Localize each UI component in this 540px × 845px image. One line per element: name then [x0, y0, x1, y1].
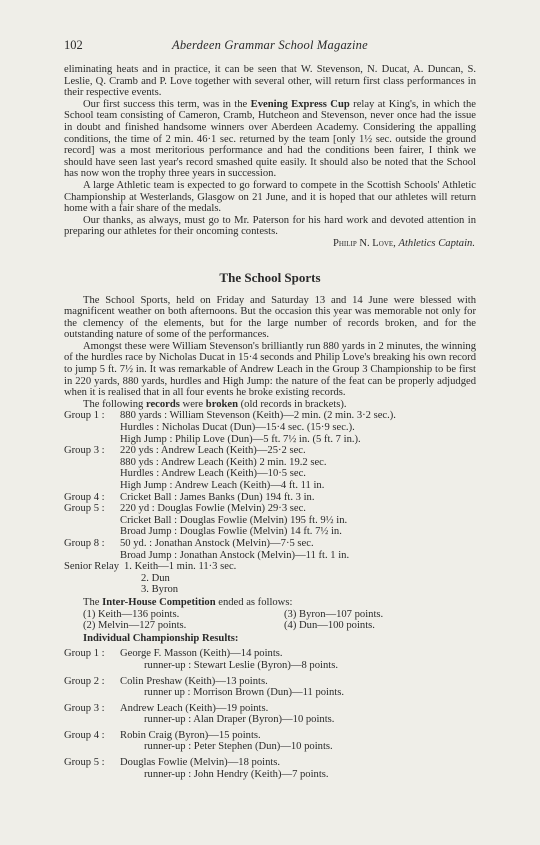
evening-express-cup: Evening Express Cup — [250, 98, 350, 110]
individual-winner: Andrew Leach (Keith)—19 points. — [120, 702, 269, 714]
relay-result: 3. Byron — [141, 584, 179, 596]
individual-runner-up: runner-up : John Hendry (Keith)—7 points. — [144, 768, 329, 780]
record-entry: Broad Jump : Douglas Fowlie (Melvin) 14 ft. 7½ in. — [120, 526, 342, 538]
individual-group-label: Group 5 : — [64, 757, 105, 769]
inter-house-heading: The Inter-House Competition ended as follows: — [83, 596, 293, 608]
record-entry: 220 yds : Andrew Leach (Keith)—25·2 sec. — [120, 445, 306, 457]
individual-group — [64, 676, 476, 699]
signature-name: Philip N. Love, — [332, 237, 396, 249]
individual-winner-row — [64, 703, 476, 715]
house-score: (1) Keith—136 points. — [83, 608, 180, 620]
record-entry: Hurdles : Nicholas Ducat (Dun)—15·4 sec. (15·9 sec.). — [120, 422, 355, 434]
record-group-label: Group 5 : — [64, 503, 105, 515]
individual-runner-up: runner-up : Alan Draper (Byron)—10 points. — [144, 714, 335, 726]
athletics-paragraph-2: Our first success this term, was in the Evening Express Cup relay at King's, in which the School team consisting of Cameron, Cramb, Hutcheon and Stevenson, never once had the issue in doubt and finished handsome winners over Aberdeen Academy. Considering the appalling conditions, the time of 2 min. 46·1 sec. returned by the team [only 1½ sec. outside the ground record] was a most meritorious performance and had the conditions been fairer, I think we should have seen last year's record smashed quite easily. It should also be noted that the School has now won the trophy three years in succession. — [64, 98, 476, 180]
sports-paragraph-1: The School Sports, held on Friday and Saturday 13 and 14 June were blessed with magnificent weather on both afternoons. But the occasion this year was memorable not only for the clemency of the elements, but for the large number of records broken, and for the outstanding nature of some of the performances. — [64, 294, 476, 341]
relay-result: 1. Keith—1 min. 11·3 sec. — [124, 561, 237, 573]
record-entry: 880 yds : Andrew Leach (Keith) 2 min. 19.2 sec. — [120, 456, 327, 468]
record-entry: Cricket Ball : Douglas Fowlie (Melvin) 195 ft. 9½ in. — [120, 514, 348, 526]
sports-paragraph-2: Amongst these were William Stevenson's brilliantly run 880 yards in 2 minutes, the winning of the hurdles race by Nicholas Ducat in 15·4 seconds and Philip Love's breaking his own record to jump 5 ft. 7½ in. It was remarkable of Andrew Leach in the Group 3 Championship to be first in 220 yards, 880 yards, hurdles and High Jump: the nature of the feat can be properly adjudged when it is realised that in all four events he broke existing records. — [64, 340, 476, 399]
athletics-paragraph-4: Our thanks, as always, must go to Mr. Paterson for his hard work and devoted attention in preparing our athletes for their oncoming contests. — [64, 214, 476, 238]
individual-group-label: Group 2 : — [64, 675, 105, 687]
records-intro: The following records were broken (old records in brackets). — [83, 398, 347, 410]
individual-group — [64, 730, 476, 753]
record-group-label: Group 8 : — [64, 537, 105, 549]
individual-group — [64, 648, 476, 671]
individual-winner: Robin Craig (Byron)—15 points. — [120, 729, 261, 741]
individual-winner-row — [64, 676, 476, 688]
individual-heading: Individual Championship Results: — [83, 632, 239, 644]
individual-group-label: Group 3 : — [64, 702, 105, 714]
individual-group — [64, 703, 476, 726]
record-entry: Hurdles : Andrew Leach (Keith)—10·5 sec. — [120, 468, 306, 480]
signature-role: Athletics Captain. — [398, 237, 475, 249]
record-entry: 220 yd : Douglas Fowlie (Melvin) 29·3 sec. — [120, 503, 306, 515]
record-group — [64, 503, 476, 515]
section-heading: The School Sports — [219, 269, 321, 285]
individual-winner: Douglas Fowlie (Melvin)—18 points. — [120, 757, 281, 769]
relay-row — [64, 561, 476, 573]
inter-house-results — [64, 609, 476, 632]
running-header — [64, 38, 476, 54]
individual-winner-row — [64, 757, 476, 769]
signature — [64, 238, 475, 250]
record-group — [64, 410, 476, 422]
individual-results — [64, 648, 476, 780]
individual-winner-row — [64, 730, 476, 742]
record-group-label: Group 3 : — [64, 445, 105, 457]
record-entry: Broad Jump : Jonathan Anstock (Melvin)—11 ft. 1 in. — [120, 549, 350, 561]
individual-winner: George F. Masson (Keith)—14 points. — [120, 648, 283, 660]
individual-group-label: Group 1 : — [64, 648, 105, 660]
senior-relay — [64, 561, 476, 596]
record-entry: High Jump : Andrew Leach (Keith)—4 ft. 11 in. — [120, 480, 325, 491]
page-number: 102 — [64, 38, 83, 52]
record-entry: High Jump : Philip Love (Dun)—5 ft. 7½ in. (5 ft. 7 in.). — [120, 433, 361, 445]
individual-group-label: Group 4 : — [64, 729, 105, 741]
record-group — [64, 492, 476, 504]
individual-runner-up: runner-up : Stewart Leslie (Byron)—8 points. — [144, 659, 338, 671]
house-score: (2) Melvin—127 points. — [83, 620, 187, 632]
record-entry: 50 yd. : Jonathan Anstock (Melvin)—7·5 sec. — [120, 537, 314, 549]
record-group-label: Group 4 : — [64, 491, 105, 503]
record-group — [64, 445, 476, 457]
athletics-paragraph-3: A large Athletic team is expected to go forward to compete in the Scottish Schools' Athletic Championship at Westerlands, Glasgow on 21 June, and it is hoped that our athletes will return home with a fair share of the medals. — [64, 179, 476, 215]
relay-result: 2. Dun — [141, 572, 170, 584]
record-group-label: Group 1 : — [64, 410, 105, 422]
athletics-paragraph-1: eliminating heats and in practice, it can be seen that W. Stevenson, N. Ducat, A. Duncan, S. Leslie, Q. Cramb and P. Love together with several other, will return first class performances in their respective events. — [64, 64, 476, 99]
records-list — [64, 410, 476, 561]
record-group — [64, 538, 476, 550]
individual-winner-row — [64, 648, 476, 660]
individual-runner-up: runner-up : Peter Stephen (Dun)—10 points. — [144, 741, 333, 753]
individual-winner: Colin Preshaw (Keith)—13 points. — [120, 675, 268, 687]
house-score: (4) Dun—100 points. — [284, 620, 375, 632]
record-entry: Cricket Ball : James Banks (Dun) 194 ft. 3 in. — [120, 491, 315, 503]
record-entry: 880 yards : William Stevenson (Keith)—2 min. (2 min. 3·2 sec.). — [120, 410, 396, 422]
house-score: (3) Byron—107 points. — [284, 608, 384, 620]
individual-runner-up: runner up : Morrison Brown (Dun)—11 points. — [144, 687, 344, 699]
relay-label: Senior Relay — [64, 561, 120, 573]
house-row — [64, 609, 476, 621]
magazine-title: Aberdeen Grammar School Magazine — [172, 38, 368, 52]
individual-group — [64, 757, 476, 780]
page-body — [64, 64, 476, 784]
house-row — [64, 620, 476, 632]
